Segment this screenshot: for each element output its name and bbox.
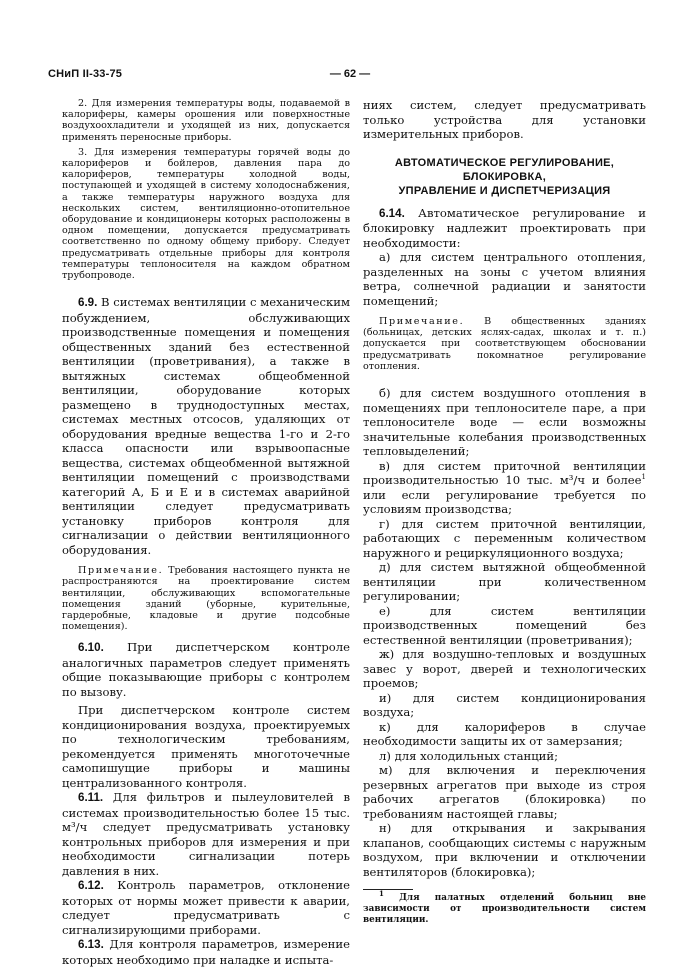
note-6-9 bbox=[62, 565, 350, 632]
section-6-9 bbox=[62, 295, 350, 557]
section-6-13-continued: ниях систем, следует предусматривать только устройства для установки измерительных приборов. bbox=[363, 98, 646, 141]
section-number: 6.12. bbox=[78, 879, 104, 893]
item-text: или если регулирование требуется по условиям производства; bbox=[363, 487, 646, 517]
heading-line-1: АВТОМАТИЧЕСКОЕ РЕГУЛИРОВАНИЕ, bbox=[394, 156, 615, 169]
section-6-14 bbox=[363, 206, 646, 251]
section-number: 6.13. bbox=[78, 938, 104, 952]
section-6-11 bbox=[62, 790, 350, 878]
footnote-text: Для палатных отделений больниц вне зависимости от производительности систем вентиляции. bbox=[363, 893, 646, 926]
left-column bbox=[62, 98, 350, 967]
section-heading bbox=[363, 156, 646, 198]
item-k: к) для калориферов в случае необходимости защиты их от замерзания; bbox=[363, 719, 646, 749]
footnote-ref: 1 bbox=[641, 473, 646, 482]
section-text: В системах вентиляции с механическим побуждением, обслуживающих производственные помещения и помещения общественных зданий без естественной вентиляции (проветривания), а также в вытяжных системах общеобменной вентиляции, оборудование которых размещено в труднодоступных местах, системах местных отсосов, удаляющих от оборудования вредные вещества 1-го и 2-го класса опасности или взрывоопасные вещества, системах общеобменной вытяжной вентиляции помещений с производствами категорий А, Б и Е и в системах аварийной вентиляции следует предусматривать установку приборов контроля для сигнализации о действии вентиляционного оборудования. bbox=[62, 295, 350, 557]
item-zh: ж) для воздушно-тепловых и воздушных завес у ворот, дверей и технологических проемов; bbox=[363, 647, 646, 691]
item-g: г) для систем приточной вентиляции, работающих с переменным количеством наружного и рециркуляционного воздуха; bbox=[363, 516, 646, 560]
heading-line-3: УПРАВЛЕНИЕ И ДИСПЕТЧЕРИЗАЦИЯ bbox=[398, 184, 611, 197]
footnote-mark: 1 bbox=[379, 889, 384, 899]
item-a: а) для систем центрального отопления, разделенных на зоны с учетом влияния ветра, солнечной радиации и занятости помещений; bbox=[363, 250, 646, 308]
item-e: е) для систем вентиляции производственных помещений без естественной вентиляции (проветривания); bbox=[363, 603, 646, 647]
section-number: 6.11. bbox=[78, 791, 104, 805]
item-v bbox=[363, 459, 646, 517]
section-6-10 bbox=[62, 640, 350, 699]
item-i: и) для систем кондиционирования воздуха; bbox=[363, 690, 646, 720]
document-code: СНиП II-33-75 bbox=[48, 68, 123, 80]
section-text: Автоматическое регулирование и блокировку надлежит проектировать при необходимости: bbox=[363, 205, 646, 250]
note-3: 3. Для измерения температуры горячей воды до калориферов и бойлеров, давления пара до калориферов, температуры холодной воды, поступающей и уходящей в систему холодоснабжения, а также температуры наружного воздуха для нескольких систем, вентиляционно-отопительное оборудование и кондиционеры которых расположены в одном помещении, допускается предусматривать соответственно по одному общему прибору. Следует предусматривать отдельные приборы для контроля температуры теплоносителя на каждом обратном трубопроводе. bbox=[62, 146, 350, 282]
note-text: В общественных зданиях (больницах, детских яслях-садах, школах и т. п.) допускается при соответствующем обосновании предусматривать покомнатное регулирование отопления. bbox=[363, 316, 646, 372]
item-m: м) для включения и переключения резервных агрегатов при выходе из строя рабочих агрегатов (блокировка) по требованиям настоящей главы; bbox=[363, 763, 646, 821]
note-label: Примечание. bbox=[78, 565, 164, 577]
footnote-divider bbox=[363, 889, 413, 890]
right-column bbox=[363, 98, 646, 926]
section-text: Для фильтров и пылеуловителей в системах производительностью более 15 тыс. м³/ч следует предусматривать установку контрольных приборов для измерения и при необходимости сигнализации потерь давления в них. bbox=[62, 790, 350, 878]
item-d: д) для систем вытяжной общеобменной вентиляции при количественном регулировании; bbox=[363, 560, 646, 604]
section-number: 6.14. bbox=[379, 206, 405, 220]
section-text: При диспетчерском контроле аналогичных параметров следует применять общие показывающие приборы с контролем по вызову. bbox=[62, 640, 350, 699]
section-number: 6.10. bbox=[78, 641, 104, 655]
heading-line-2: БЛОКИРОВКА, bbox=[462, 170, 547, 183]
page-number: — 62 — bbox=[329, 68, 371, 80]
section-6-13 bbox=[62, 937, 350, 967]
section-text: Контроль параметров, отклонение которых от нормы может привести к аварии, следует предусматривать с сигнализирующими приборами. bbox=[62, 878, 350, 937]
note-text: Требования настоящего пункта не распространяются на проектирование систем вентиляции, обслуживающих вспомогательные помещения зданий (уборные, курительные, гардеробные, кладовые и другие подсобные помещения). bbox=[62, 565, 350, 633]
section-number: 6.9. bbox=[78, 296, 98, 310]
section-6-10-continued: При диспетчерском контроле систем кондиционирования воздуха, проектируемых по технологическим требованиям, рекомендуется применять многоточечные самопишущие приборы и машины централизованного контроля. bbox=[62, 703, 350, 790]
note-2: 2. Для измерения температуры воды, подаваемой в калориферы, камеры орошения или поверхностные воздухоохладители и уходящей из них, допускается применять переносные приборы. bbox=[62, 98, 350, 143]
section-text: Для контроля параметров, измерение которых необходимо при наладке и испыта- bbox=[62, 937, 350, 967]
item-n: н) для открывания и закрывания клапанов, сообщающих системы с наружным воздухом, при включении и отключении вентиляторов (блокировка); bbox=[363, 821, 646, 879]
item-b: б) для систем воздушного отопления в помещениях при теплоносителе паре, а при теплоносителе воде — если возможны значительные колебания производственных тепловыделений; bbox=[363, 386, 646, 459]
note-label: Примечание. bbox=[379, 316, 465, 327]
item-l: л) для холодильных станций; bbox=[379, 748, 559, 763]
section-6-12 bbox=[62, 878, 350, 937]
note-6-14 bbox=[363, 316, 646, 372]
item-text: в) для систем приточной вентиляции производительностью 10 тыс. м³/ч и более bbox=[363, 458, 646, 488]
